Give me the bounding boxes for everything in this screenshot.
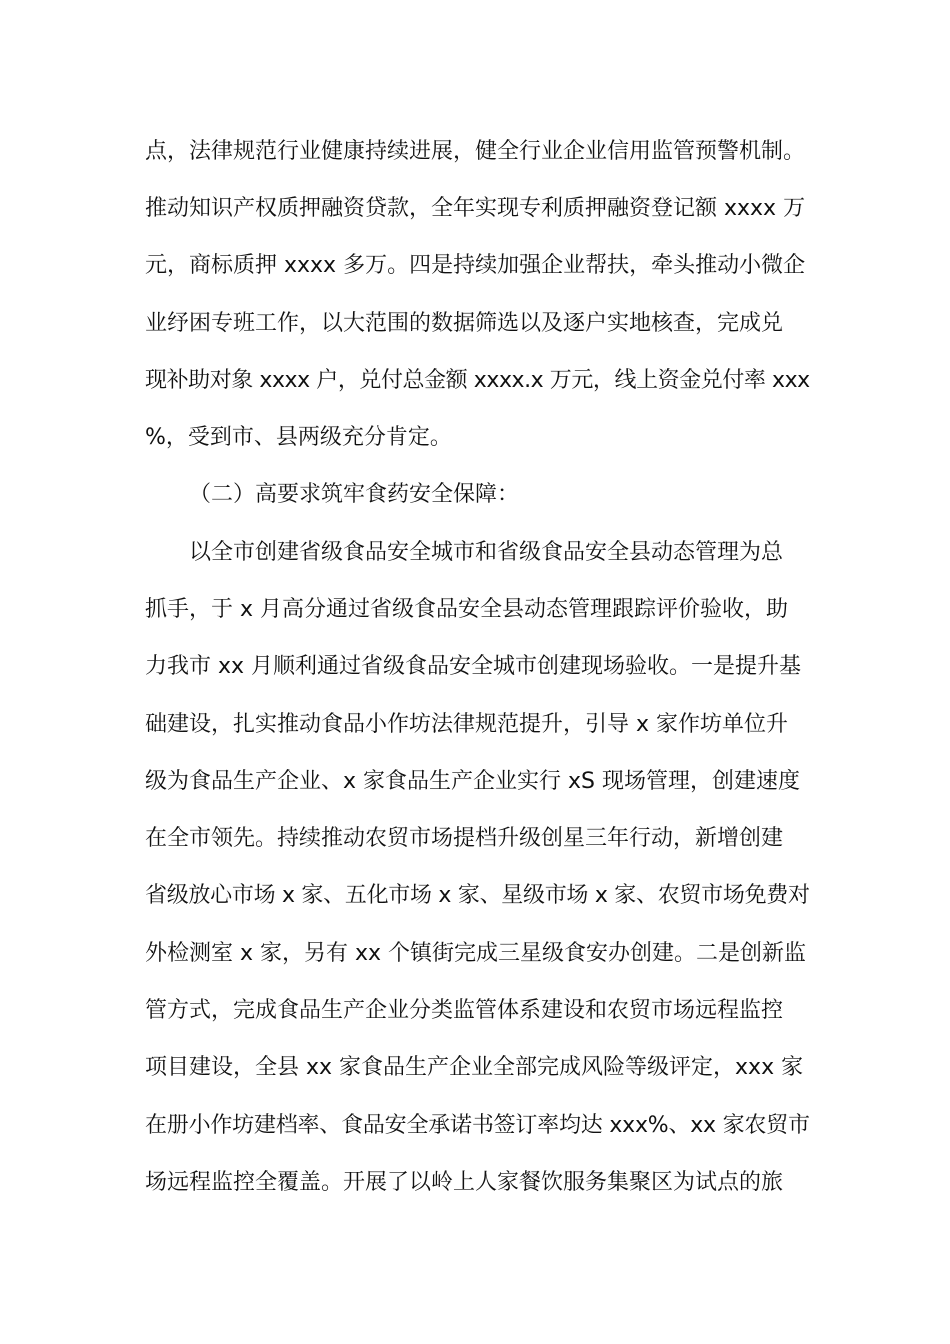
text-line-16: 管方式，完成食品生产企业分类监管体系建设和农贸市场远程监控 [145, 998, 784, 1023]
text-line-11: 础建设，扎实推动食品小作坊法律规范提升，引导 x 家作坊单位升 [145, 712, 789, 737]
text-line-19: 场远程监控全覆盖。开展了以岭上人家餐饮服务集聚区为试点的旅 [145, 1170, 784, 1195]
text-line-14: 省级放心市场 x 家、五化市场 x 家、星级市场 x 家、农贸市场免费对 [145, 883, 810, 908]
text-line-9: 抓手，于 x 月高分通过省级食品安全县动态管理跟踪评价验收，助 [145, 597, 789, 622]
text-line-18: 在册小作坊建档率、食品安全承诺书签订率均达 xxx%、xx 家农贸市 [145, 1113, 810, 1138]
text-line-15: 外检测室 x 家，另有 xx 个镇街完成三星级食安办创建。二是创新监 [145, 941, 807, 966]
text-line-4: 业纾困专班工作，以大范围的数据筛选以及逐户实地核查，完成兑 [145, 311, 784, 336]
text-line-12: 级为食品生产企业、x 家食品生产企业实行 xS 现场管理，创建速度 [145, 769, 800, 794]
text-line-3: 元，商标质押 xxxx 多万。四是持续加强企业帮扶，牵头推动小微企 [145, 253, 806, 278]
text-line-8: 以全市创建省级食品安全城市和省级食品安全县动态管理为总 [189, 540, 784, 565]
text-line-5: 现补助对象 xxxx 户，兑付总金额 xxxx.x 万元，线上资金兑付率 xxx [145, 368, 810, 393]
text-line-10: 力我市 xx 月顺利通过省级食品安全城市创建现场验收。一是提升基 [145, 654, 802, 679]
text-line-1: 点，法律规范行业健康持续进展，健全行业企业信用监管预警机制。 [145, 139, 806, 164]
text-line-13: 在全市领先。持续推动农贸市场提档升级创星三年行动，新增创建 [145, 826, 784, 851]
text-line-6: %，受到市、县两级充分肯定。 [145, 425, 452, 450]
text-line-2: 推动知识产权质押融资贷款，全年实现专利质押融资登记额 xxxx 万 [145, 196, 806, 221]
text-line-17: 项目建设，全县 xx 家食品生产企业全部完成风险等级评定，xxx 家 [145, 1055, 804, 1080]
section-heading: （二）高要求筑牢食药安全保障： [189, 482, 520, 507]
